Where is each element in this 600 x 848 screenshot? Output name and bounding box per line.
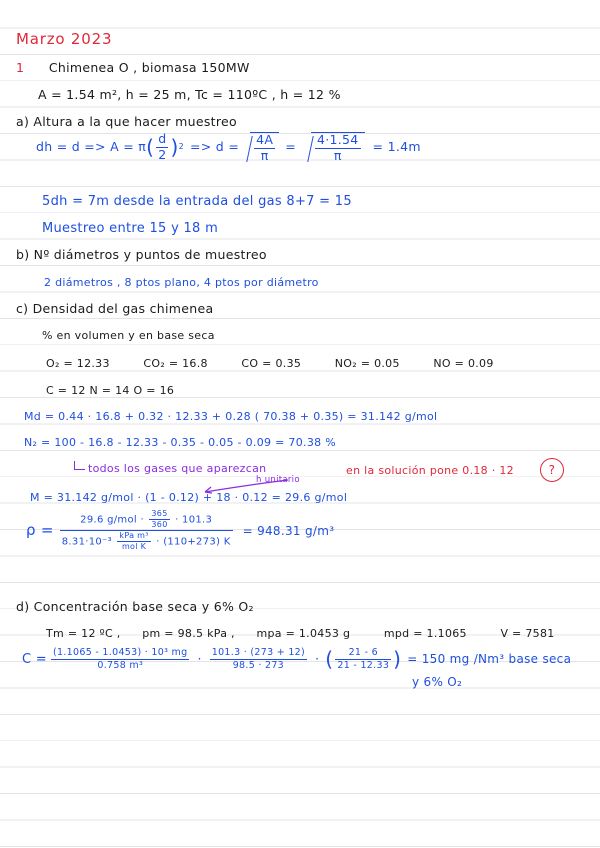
atomic-masses: C = 12 N = 14 O = 16	[46, 384, 175, 397]
given-data: A = 1.54 m², h = 25 m, Tc = 110ºC , h = 12 %	[38, 87, 341, 102]
sampling-range: Muestreo entre 15 y 18 m	[42, 221, 219, 236]
part-a-heading: a) Altura a la que hacer muestreo	[16, 114, 237, 129]
problem-1-header	[16, 62, 250, 75]
part-d-heading: d) Concentración base seca y 6% O₂	[16, 599, 254, 614]
note-unit: h unitario	[256, 475, 300, 485]
oxygen-correction-fraction: $\frac{21 - 6}{21 - 12.33}$	[337, 647, 390, 671]
density-fraction: 29.6 g/mol · $\frac{365}{360}$ · 101.3 8.31·10⁻³ $\frac{\text{kPa m³}}{\text{mol K}}$ · (110+273) K	[61, 509, 231, 551]
sqrt-4a-pi: $\frac{4A}{\pi}$	[241, 132, 279, 162]
n2-percent: N₂ = 100 - 16.8 - 12.33 - 0.35 - 0.05 - 0.09 = 70.38 %	[24, 436, 336, 449]
dry-molar-mass: Md = 0.44 · 16.8 + 0.32 · 12.33 + 0.28 ( 70.38 + 0.35) = 31.142 g/mol	[24, 410, 438, 423]
stack-temperature: Tm = 12 ºC ,	[46, 627, 121, 640]
filter-mass-initial: mpa = 1.0453 g	[256, 627, 351, 640]
sqrt-value: $\frac{4\cdot 1.54}{\pi}$	[302, 132, 365, 162]
gas-no2: NO₂ = 0.05	[334, 357, 400, 370]
part-c-basis: % en volumen y en base seca	[42, 329, 215, 342]
problem-number: 1	[16, 60, 25, 75]
sample-volume: V = 7581	[500, 627, 555, 640]
part-b-heading: b) Nº diámetros y puntos de muestreo	[16, 247, 267, 262]
density-equation: ρ = 29.6 g/mol · $\frac{365}{360}$ · 101.3 8.31·10⁻³ $\frac{\text{kPa m³}}{\text{mol K}}$ · (110+273) K = 948.31 g/m³	[26, 509, 335, 551]
part-c-heading: c) Densidad del gas chimenea	[16, 301, 214, 316]
concentration-result-basis: y 6% O₂	[412, 675, 463, 689]
part-b-answer: 2 diámetros , 8 ptos plano, 4 ptos por diámetro	[44, 276, 319, 289]
note-all-gases: todos los gases que aparezcan	[74, 461, 266, 474]
gas-o2: O₂ = 12.33	[46, 357, 110, 370]
gas-co2: CO₂ = 16.8	[143, 357, 208, 370]
stack-pressure: pm = 98.5 kPa ,	[142, 627, 235, 640]
wet-molar-mass: M = 31.142 g/mol · (1 - 0.12) + 18 · 0.12 = 29.6 g/mol	[30, 491, 348, 504]
d-over-2: $\frac{d}{2}$	[158, 131, 167, 162]
sampling-distance: 5dh = 7m desde la entrada del gas 8+7 = 15	[42, 194, 352, 209]
part-d-data	[46, 628, 555, 639]
note-solution: en la solución pone 0.18 · 12	[346, 464, 514, 477]
mass-volume-fraction: $\frac{\text{(1.1065 - 1.0453) · 10³ mg}}{\text{0.758 m³}}$	[53, 647, 188, 671]
normal-conditions-fraction: $\frac{101.3 \cdot (273 + 12)}{98.5 \cdot 273}$	[211, 647, 306, 671]
gas-composition	[46, 358, 494, 369]
filter-mass-final: mpd = 1.1065	[383, 627, 467, 640]
concentration-equation: C = $\frac{\text{(1.1065 - 1.0453) · 10³ mg}}{\text{0.758 m³}}$ · $\frac{101.3 \cdot (273 + 12)}{98.5 \cdot 273}$ · ( $\frac{21 - 6}{21 - 12.33}$ ) = 150 mg /Nm³ base seca	[22, 647, 572, 671]
question-mark-circle: ?	[540, 458, 564, 482]
page-title: Marzo 2023	[16, 30, 113, 48]
concentration-result: = 150 mg /Nm³ base seca	[407, 652, 572, 666]
part-a-equation: dh = d => A = π ( $\frac{d}{2}$ ) 2 => d = $\frac{4A}{\pi}$ = $\frac{4\cdot 1.54}{\pi}$ = 1.4m	[36, 131, 421, 163]
gas-no: NO = 0.09	[433, 357, 494, 370]
problem-heading: Chimenea O , biomasa 150MW	[48, 60, 250, 75]
gas-co: CO = 0.35	[241, 357, 302, 370]
eq-left: dh = d => A = π	[36, 138, 147, 154]
